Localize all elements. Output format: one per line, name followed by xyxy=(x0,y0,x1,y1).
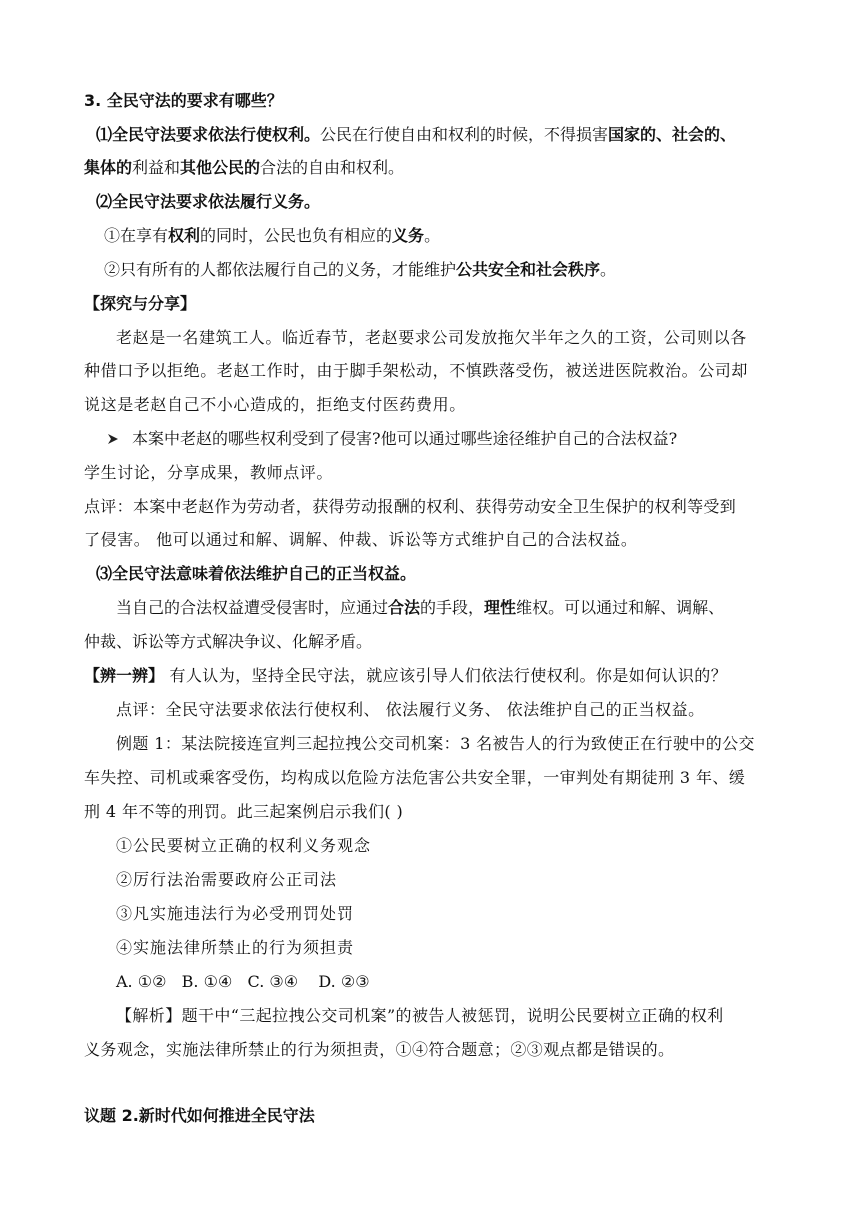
explore-question: 本案中老赵的哪些权利受到了侵害?他可以通过哪些途径维护自己的合法权益? xyxy=(132,429,678,448)
option-2: ②厉行法治需要政府公正司法 xyxy=(116,870,338,889)
emph-collective: 集体的 xyxy=(84,158,133,177)
option-3: ③凡实施违法行为必受刑罚处罚 xyxy=(116,904,355,923)
point-1-emph: 国家的、社会的、 xyxy=(608,125,737,144)
point-3-line2: 仲裁、诉讼等方式解决争议、化解矛盾。 xyxy=(84,632,373,651)
option-1: ①公民要树立正确的权利义务观念 xyxy=(116,836,372,855)
topic-2-title: 议题 2.新时代如何推进全民守法 xyxy=(84,1106,315,1125)
case-line3: 说这是老赵自己不小心造成的，拒绝支付医药费用。 xyxy=(84,395,466,414)
emph-rational: 理性 xyxy=(484,598,517,617)
emph-duty: 义务 xyxy=(392,226,425,245)
emph-public-order: 公共安全和社会秩序 xyxy=(456,260,601,279)
analysis-line2: 义务观念，实施法律所禁止的行为须担责，①④符合题意；②③观点都是错误的。 xyxy=(84,1040,675,1059)
point-3-heading: ⑶全民守法意味着依法维护自己的正当权益。 xyxy=(96,564,417,583)
emph-other-citizens: 其他公民的 xyxy=(180,158,261,177)
section-title-q3: 3. 全民守法的要求有哪些？ xyxy=(84,91,283,110)
paragraph-rights-line1 xyxy=(96,124,736,146)
point-2-line1 xyxy=(104,225,440,247)
emph-rights: 权利 xyxy=(168,226,201,245)
point-1-text: 公民在行使自由和权利的时候，不得损害 xyxy=(320,125,609,144)
example-line1: 例题 1：某法院接连宣判三起拉拽公交司机案：3 名被告人的行为致使正在行驶中的公交 xyxy=(116,734,755,753)
point-2-heading: ⑵全民守法要求依法履行义务。 xyxy=(96,192,321,211)
debate-comment: 点评：全民守法要求依法行使权利、 依法履行义务、 依法维护自己的正当权益。 xyxy=(116,700,705,719)
point-3-line1 xyxy=(116,597,724,619)
text-seg: 当自己的合法权益遭受侵害时，应通过 xyxy=(116,598,389,617)
comment-line1: 点评：本案中老赵作为劳动者，获得劳动报酬的权利、获得劳动安全卫生保护的权利等受到 xyxy=(84,497,737,516)
explore-heading: 【探究与分享】 xyxy=(84,294,197,313)
option-4: ④实施法律所禁止的行为须担责 xyxy=(116,938,355,957)
paragraph-rights-line2 xyxy=(84,157,404,179)
debate-line xyxy=(84,665,727,687)
question-line xyxy=(108,428,677,450)
text-seg: ②只有所有的人都依法履行自己的义务，才能维护 xyxy=(104,260,457,279)
arrow-bullet-icon xyxy=(108,434,118,444)
text-seg: 。 xyxy=(424,226,441,245)
analysis-line1: 【解析】题干中“三起拉拽公交司机案”的被告人被惩罚，说明公民要树立正确的权利 xyxy=(116,1006,724,1025)
comment-line2: 了侵害。 他可以通过和解、调解、仲裁、诉讼等方式维护自己的合法权益。 xyxy=(84,530,638,549)
text-interest: 利益和 xyxy=(132,158,181,177)
example-line3: 刑 4 年不等的刑罚。此三起案例启示我们( ) xyxy=(84,802,404,821)
emph-legal: 合法 xyxy=(388,598,421,617)
text-seg: ①在享有 xyxy=(104,226,169,245)
point-1-heading: ⑴全民守法要求依法行使权利。 xyxy=(96,125,321,144)
debate-label: 【辨一辨】 xyxy=(84,666,165,685)
text-freedom: 合法的自由和权利。 xyxy=(260,158,405,177)
text-seg: 。 xyxy=(600,260,617,279)
answer-choices: A. ①② B. ①④ C. ③④ D. ②③ xyxy=(116,972,370,991)
debate-text: 有人认为，坚持全民守法，就应该引导人们依法行使权利。你是如何认识的？ xyxy=(164,666,728,685)
discussion-line: 学生讨论，分享成果，教师点评。 xyxy=(84,463,334,482)
case-line1: 老赵是一名建筑工人。临近春节，老赵要求公司发放拖欠半年之久的工资，公司则以各 xyxy=(116,328,747,347)
text-seg: 维权。可以通过和解、调解、 xyxy=(516,598,725,617)
example-line2: 车失控、司机或乘客受伤，均构成以危险方法危害公共安全罪，一审判处有期徒刑 3 年、缓 xyxy=(84,768,746,787)
text-seg: 的同时，公民也负有相应的 xyxy=(200,226,393,245)
text-seg: 的手段， xyxy=(420,598,485,617)
case-line2: 种借口予以拒绝。老赵工作时，由于脚手架松动，不慎跌落受伤，被送进医院救治。公司却 xyxy=(84,361,749,380)
point-2-line2 xyxy=(104,259,616,281)
